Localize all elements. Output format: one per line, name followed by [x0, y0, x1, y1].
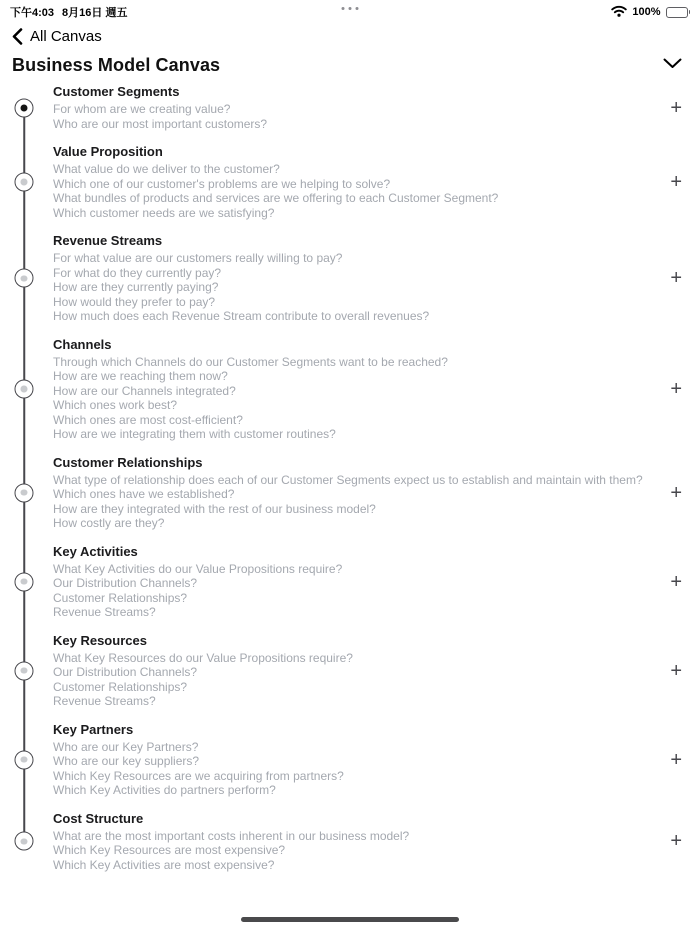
timeline-node[interactable] [15, 98, 34, 117]
chevron-down-icon [663, 58, 682, 69]
timeline-node[interactable] [15, 483, 34, 502]
timeline-gutter [0, 811, 48, 886]
section-question: Our Distribution Channels? [53, 665, 198, 679]
section-actions [648, 544, 700, 633]
section-actions [648, 633, 700, 722]
section-actions [648, 84, 700, 144]
section-content [53, 337, 648, 455]
section-actions [648, 144, 700, 233]
add-item-button[interactable]: + [670, 378, 682, 400]
wifi-icon [611, 5, 627, 20]
canvas-section-row [0, 633, 700, 722]
timeline-node[interactable] [15, 380, 34, 399]
canvas-section-row [0, 144, 700, 233]
section-actions [648, 722, 700, 811]
status-date: 8月16日 週五 [62, 7, 128, 19]
section-question: What Key Activities do our Value Propositions require? [53, 561, 343, 576]
add-item-button[interactable]: + [670, 481, 682, 504]
section-question: How costly are they? [53, 516, 165, 530]
section-content [53, 144, 648, 233]
collapse-button[interactable] [663, 56, 682, 74]
section-title: Key Resources [53, 632, 147, 648]
section-actions [648, 233, 700, 337]
timeline-gutter [0, 337, 48, 455]
section-question: Our Distribution Channels? [53, 576, 198, 590]
section-question: Revenue Streams? [53, 694, 156, 708]
section-title: Key Partners [53, 721, 134, 737]
timeline-gutter [0, 84, 48, 144]
back-button[interactable] [12, 28, 102, 45]
section-title: Revenue Streams [53, 233, 163, 248]
section-title: Cost Structure [53, 810, 144, 826]
section-question: Which Key Activities do partners perform? [53, 783, 276, 797]
timeline-node[interactable] [15, 750, 34, 769]
add-item-button[interactable]: + [670, 659, 682, 682]
timeline-node-dot [21, 838, 28, 845]
timeline-node[interactable] [15, 572, 34, 591]
section-actions [648, 455, 700, 544]
section-question: What bundles of products and services are we offering to each Customer Segment? [53, 191, 499, 205]
section-question: For whom are we creating value? [53, 102, 231, 116]
timeline-node[interactable] [15, 269, 34, 288]
add-item-button[interactable]: + [670, 830, 682, 853]
battery-icon [666, 7, 691, 18]
section-question: What are the most important costs inherent in our business model? [53, 828, 410, 843]
section-question: Which Key Resources are we acquiring from partners? [53, 768, 344, 783]
canvas-section-row [0, 722, 700, 811]
section-question: How are we integrating them with customer routines? [53, 427, 336, 441]
canvas-section-row [0, 233, 700, 337]
add-item-button[interactable]: + [670, 267, 682, 290]
section-question: Who are our key suppliers? [53, 754, 200, 768]
status-bar [0, 0, 700, 22]
timeline-node-dot [21, 386, 28, 393]
section-question: Which Key Resources are most expensive? [53, 843, 286, 857]
section-content [53, 233, 648, 337]
section-question: Which ones are most cost-efficient? [53, 412, 243, 427]
add-item-button[interactable]: + [670, 748, 682, 771]
canvas-timeline [0, 84, 700, 885]
add-item-button[interactable]: + [670, 570, 682, 593]
section-question: How are our Channels integrated? [53, 383, 236, 398]
section-question: Which one of our customer's problems are we helping to solve? [53, 176, 391, 191]
section-question: How are they currently paying? [53, 280, 219, 294]
section-question: Through which Channels do our Customer Segments want to be reached? [53, 354, 448, 369]
section-question: Which ones work best? [53, 398, 178, 412]
section-question: Which ones have we established? [53, 487, 235, 501]
timeline-node-dot [21, 104, 28, 111]
section-content [53, 84, 648, 144]
section-content [53, 544, 648, 633]
section-title: Key Activities [53, 543, 138, 559]
back-label: All Canvas [30, 27, 102, 45]
section-question: For what value are our customers really willing to pay? [53, 251, 343, 265]
canvas-section-row [0, 811, 700, 886]
timeline-node-dot [21, 179, 28, 186]
timeline-gutter [0, 544, 48, 633]
timeline-node[interactable] [15, 173, 34, 192]
section-question: Who are our most important customers? [53, 116, 268, 131]
section-content [53, 455, 648, 544]
timeline-gutter [0, 455, 48, 544]
section-content [53, 722, 648, 811]
section-question: How are they integrated with the rest of our business model? [53, 501, 376, 516]
canvas-section-row [0, 544, 700, 633]
timeline-node-dot [21, 578, 28, 585]
section-question: Revenue Streams? [53, 605, 156, 619]
section-question: Which customer needs are we satisfying? [53, 205, 275, 220]
canvas-section-row [0, 337, 700, 455]
timeline-node-dot [21, 667, 28, 674]
timeline-gutter [0, 633, 48, 722]
chevron-left-icon [12, 28, 23, 45]
section-question: How much does each Revenue Stream contribute to overall revenues? [53, 309, 430, 323]
add-item-button[interactable]: + [670, 96, 682, 119]
canvas-section-row [0, 84, 700, 144]
section-question: Which Key Activities are most expensive? [53, 857, 275, 872]
page-title: Business Model Canvas [12, 54, 221, 75]
timeline-node[interactable] [15, 832, 34, 851]
section-question: Customer Relationships? [53, 679, 188, 694]
timeline-node[interactable] [15, 661, 34, 680]
section-title: Value Proposition [53, 144, 163, 159]
canvas-section-row [0, 455, 700, 544]
section-title: Channels [53, 336, 112, 352]
section-title: Customer Segments [53, 84, 180, 99]
section-actions [648, 811, 700, 886]
section-question: What Key Resources do our Value Propositions require? [53, 650, 353, 665]
section-question: Customer Relationships? [53, 590, 188, 605]
battery-percent: 100% [632, 6, 661, 18]
timeline-node-dot [21, 275, 28, 282]
timeline-node-dot [21, 756, 28, 763]
page-header [0, 46, 700, 76]
multitasking-dots-icon[interactable] [342, 7, 359, 10]
navigation-bar [0, 22, 700, 46]
status-time: 下午4:03 [10, 7, 55, 19]
section-question: For what do they currently pay? [53, 265, 222, 280]
section-question: What value do we deliver to the customer? [53, 162, 280, 176]
section-actions [648, 337, 700, 455]
timeline-gutter [0, 722, 48, 811]
timeline-node-dot [21, 489, 28, 496]
section-question: How are we reaching them now? [53, 369, 228, 383]
add-item-button[interactable]: + [670, 171, 682, 193]
section-content [53, 633, 648, 722]
timeline-gutter [0, 144, 48, 233]
section-question: How would they prefer to pay? [53, 294, 216, 309]
section-question: What type of relationship does each of our Customer Segments expect us to establish and maintain with them? [53, 472, 643, 487]
section-question: Who are our Key Partners? [53, 739, 199, 754]
section-title: Customer Relationships [53, 454, 203, 470]
home-indicator[interactable] [241, 917, 459, 922]
timeline-gutter [0, 233, 48, 337]
section-content [53, 811, 648, 886]
